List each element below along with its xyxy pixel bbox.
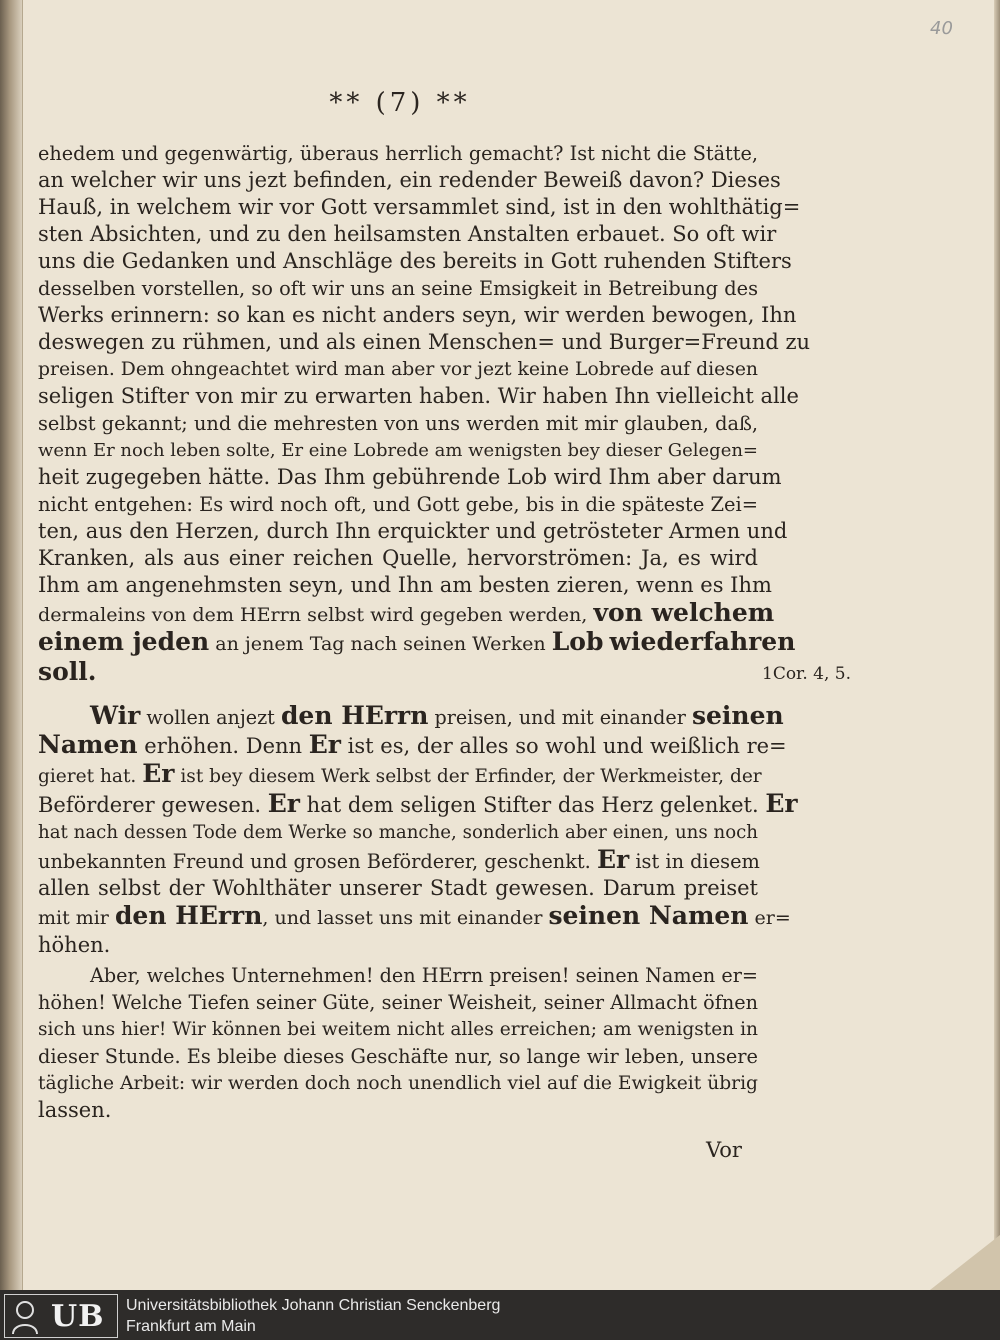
senckenberg-bust-icon [5, 1296, 45, 1336]
text-run: dermaleins von dem HErrn selbst wird gegeben werden, [38, 603, 588, 626]
emphasis-den-herrn: den HErrn [114, 901, 263, 930]
page-header: ** (7) ** [329, 88, 471, 118]
text-line: allen selbst der Wohlthäter unserer Stadt gewesen. Darum preiset [38, 876, 758, 900]
emphasis-er: Er [142, 759, 175, 788]
emphasis-seinen-namen: seinen Namen [548, 901, 749, 930]
text-run: ist bey diesem Werk selbst der Erfinder, der Werkmeister, der [180, 766, 762, 787]
page-corner-curl [930, 1235, 1000, 1290]
text-line: ehedem und gegenwärtig, überaus herrlich gemacht? Ist nicht die Stätte, [38, 142, 758, 165]
text-run: an jenem Tag nach seinen Werken [215, 633, 546, 655]
text-line: tägliche Arbeit: wir werden doch noch unendlich viel auf die Ewigkeit übrig [38, 1073, 758, 1094]
text-line [38, 759, 762, 790]
paragraph-3 [38, 962, 758, 1124]
emphasis-wir: Wir [90, 701, 141, 730]
emphasis-wiederfahren: wiederfahren [609, 627, 796, 656]
text-line: Werks erinnern: so kan es nicht anders seyn, wir werden bewogen, Ihn [38, 303, 797, 327]
library-footer [0, 1290, 1000, 1340]
text-line: Hauß, in welchem wir vor Gott versammlet sind, ist in den wohlthätig= [38, 195, 801, 219]
emphasis-einem-jeden: einem jeden [38, 627, 210, 656]
text-line: Kranken, als aus einer reichen Quelle, hervorströmen: Ja, es wird [38, 546, 758, 570]
text-line: sich uns hier! Wir können bei weitem nicht alles erreichen; am wenigsten in [38, 1019, 758, 1040]
text-line: deswegen zu rühmen, und als einen Menschen= und Burger=Freund zu [38, 330, 811, 354]
text-line: höhen. [38, 933, 111, 957]
text-run: ist es, der alles so wohl und weißlich re= [347, 734, 787, 758]
text-run: erhöhen. Denn [144, 734, 303, 758]
text-line: dieser Stunde. Es bleibe dieses Geschäfte nur, so lange wir leben, unsere [38, 1045, 758, 1068]
gutter-edge-line [22, 0, 23, 1290]
text-line: sten Absichten, und zu den heilsamsten Anstalten erbauet. So oft wir [38, 222, 777, 246]
text-run: , und lasset uns mit einander [262, 907, 543, 929]
emphasis-namen: Namen [38, 730, 138, 759]
text-line: höhen! Welche Tiefen seiner Güte, seiner Weisheit, seiner Allmacht öfnen [38, 991, 758, 1014]
emphasis-lob: Lob [551, 627, 604, 656]
library-name [126, 1295, 500, 1337]
ub-logo-link[interactable] [4, 1294, 118, 1338]
emphasis-er: Er [308, 730, 341, 759]
text-line: preisen. Dem ohngeachtet wird man aber vor jezt keine Lobrede auf diesen [38, 359, 758, 380]
text-line [38, 730, 787, 760]
text-line: selbst gekannt; und die mehresten von uns werden mit mir glauben, daß, [38, 412, 758, 435]
ub-logo-text: UB [51, 1298, 105, 1334]
text-run: unbekannten Freund und grosen Beförderer, geschenkt. [38, 850, 591, 873]
text-line: desselben vorstellen, so oft wir uns an seine Emsigkeit in Betreibung des [38, 277, 758, 300]
emphasis-er: Er [596, 845, 630, 874]
text-line [38, 789, 798, 819]
text-line: ten, aus den Herzen, durch Ihn erquickter und getrösteter Armen und [38, 519, 788, 543]
text-run: mit mir [38, 907, 109, 929]
emphasis-er: Er [765, 789, 798, 818]
text-run: er= [754, 907, 791, 929]
text-line [38, 627, 796, 658]
text-line: Aber, welches Unternehmen! den HErrn preisen! seinen Namen er= [90, 964, 758, 987]
text-line: wenn Er noch leben solte, Er eine Lobrede am wenigsten bey dieser Gelegen= [38, 440, 759, 461]
emphasis-er: Er [267, 789, 300, 818]
text-run: ist in diesem [635, 850, 760, 873]
text-run: wollen anjezt [146, 706, 275, 729]
library-name-line1: Universitätsbibliothek Johann Christian Senckenberg [126, 1297, 501, 1314]
pencil-page-number: 40 [930, 18, 953, 39]
text-run: preisen, und mit einander [434, 706, 686, 729]
text-line [38, 846, 758, 875]
emphasis-den-herrn: den HErrn [280, 701, 429, 730]
library-name-line2: Frankfurt am Main [126, 1318, 256, 1335]
text-line: heit zugegeben hätte. Das Ihm gebührende Lob wird Ihm aber darum [38, 465, 782, 489]
text-run: hat dem seligen Stifter das Herz gelenket. [306, 793, 759, 817]
emphasis-von-welchem: von welchem [593, 598, 775, 627]
text-run: gieret hat. [38, 766, 137, 787]
text-line: hat nach dessen Tode dem Werke so manche, sonderlich aber einen, uns noch [38, 822, 758, 843]
page-right-edge [994, 0, 1000, 1290]
text-line: uns die Gedanken und Anschläge des bereits in Gott ruhenden Stifters [38, 249, 792, 273]
text-line: seligen Stifter von mir zu erwarten haben. Wir haben Ihn vielleicht alle [38, 384, 799, 408]
binding-gutter [0, 0, 22, 1290]
text-line: an welcher wir uns jezt befinden, ein redender Beweiß davon? Dieses [38, 168, 781, 192]
text-line [38, 901, 791, 932]
text-line: nicht entgehen: Es wird noch oft, und Gott gebe, bis in die späteste Zei= [38, 493, 758, 516]
emphasis-seinen: seinen [691, 701, 784, 730]
text-line [38, 701, 784, 731]
paragraph-2 [38, 701, 798, 959]
text-line [38, 598, 775, 628]
text-line: Ihm am angenehmsten seyn, und Ihn am besten zieren, wenn es Ihm [38, 573, 772, 597]
margin-reference: 1Cor. 4, 5. [762, 664, 851, 684]
catchword: Vor [706, 1138, 742, 1162]
text-run: Beförderer gewesen. [38, 793, 262, 817]
text-line: soll. [38, 657, 97, 686]
text-line: lassen. [38, 1098, 112, 1122]
